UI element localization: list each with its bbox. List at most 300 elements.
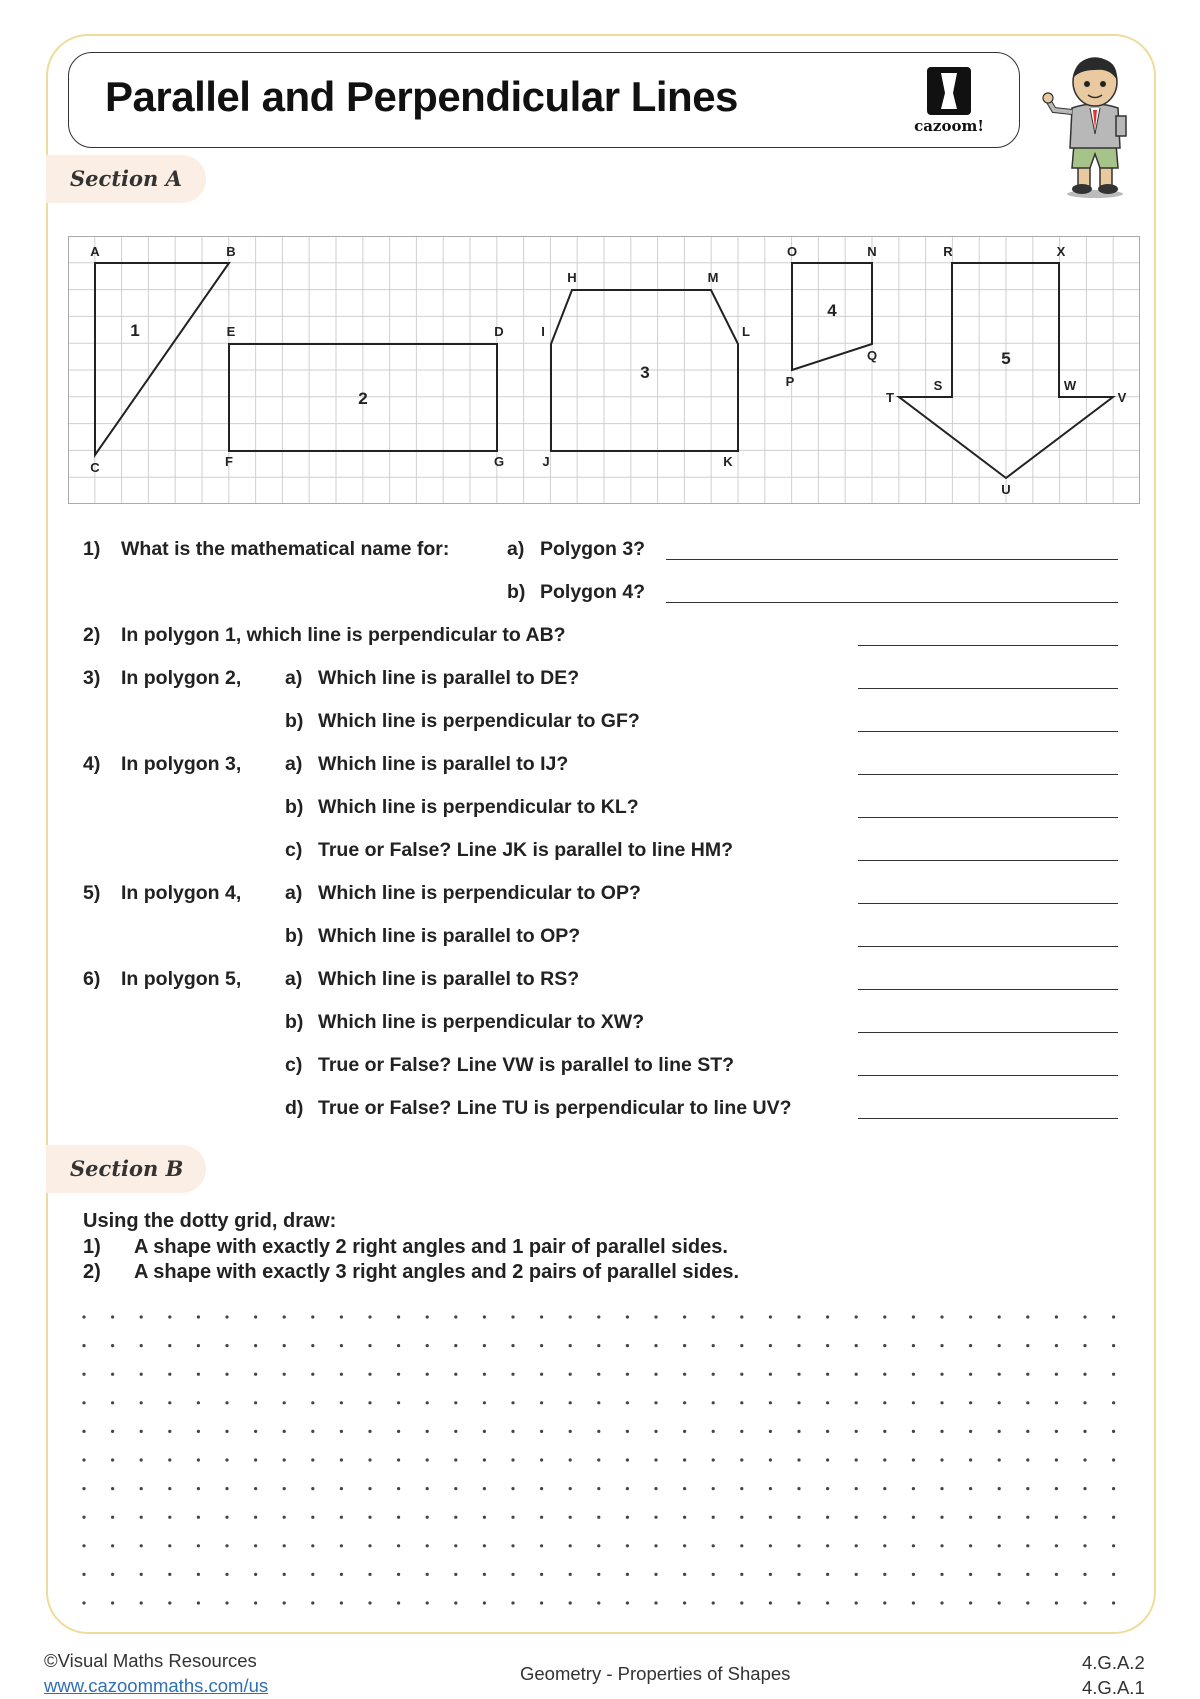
grid-dot [454, 1487, 457, 1490]
grid-dot [626, 1373, 629, 1376]
grid-dot [197, 1573, 200, 1576]
grid-dot [769, 1430, 772, 1433]
grid-dot [912, 1458, 915, 1461]
grid-dot [1055, 1315, 1058, 1318]
grid-dot [511, 1487, 514, 1490]
grid-dot [368, 1401, 371, 1404]
grid-dot [769, 1344, 772, 1347]
question-number: 5) [83, 882, 101, 904]
grid-dot [998, 1544, 1001, 1547]
grid-dot [626, 1401, 629, 1404]
grid-dot [483, 1573, 486, 1576]
grid-dot [540, 1458, 543, 1461]
polygon-number: 3 [640, 363, 650, 382]
grid-dot [483, 1401, 486, 1404]
grid-dot [225, 1315, 228, 1318]
vertex-label: U [1001, 482, 1011, 497]
grid-dot [597, 1373, 600, 1376]
grid-dot [769, 1315, 772, 1318]
grid-dot [225, 1601, 228, 1604]
grid-dot [340, 1544, 343, 1547]
grid-dot [168, 1544, 171, 1547]
grid-dot [140, 1401, 143, 1404]
answer-line[interactable] [858, 1118, 1118, 1119]
grid-dot [1112, 1544, 1115, 1547]
grid-dot [197, 1516, 200, 1519]
polygon-number: 2 [358, 389, 368, 408]
grid-dot [483, 1516, 486, 1519]
grid-dot [540, 1544, 543, 1547]
question-text: In polygon 3, [121, 753, 242, 775]
grid-dot [311, 1401, 314, 1404]
answer-line[interactable] [858, 903, 1118, 904]
grid-dot [654, 1401, 657, 1404]
part-text: Which line is perpendicular to XW? [318, 1011, 645, 1033]
grid-dot [797, 1344, 800, 1347]
grid-dot [1055, 1544, 1058, 1547]
grid-dot [1026, 1573, 1029, 1576]
footer-standard: 4.G.A.2 [1082, 1652, 1145, 1673]
grid-dot [397, 1516, 400, 1519]
dotty-grid[interactable] [70, 1305, 1130, 1615]
grid-dot [397, 1573, 400, 1576]
polygon-grid [68, 236, 1140, 504]
grid-dot [940, 1401, 943, 1404]
grid-dot [683, 1487, 686, 1490]
grid-dot [368, 1601, 371, 1604]
grid-dot [1026, 1373, 1029, 1376]
grid-dot [540, 1487, 543, 1490]
grid-dot [712, 1544, 715, 1547]
grid-dot [569, 1344, 572, 1347]
grid-dot [883, 1401, 886, 1404]
grid-dot [225, 1487, 228, 1490]
grid-dot [82, 1487, 85, 1490]
grid-dot [654, 1601, 657, 1604]
vertex-label: A [90, 244, 100, 259]
grid-dot [998, 1315, 1001, 1318]
vertex-label: E [226, 324, 236, 339]
grid-dot [940, 1430, 943, 1433]
page-title: Parallel and Perpendicular Lines [105, 73, 738, 120]
grid-dot [225, 1430, 228, 1433]
grid-dot [1026, 1601, 1029, 1604]
grid-dot [654, 1458, 657, 1461]
grid-dot [1112, 1430, 1115, 1433]
grid-dot [397, 1601, 400, 1604]
part-letter: a) [285, 882, 303, 904]
grid-dot [540, 1401, 543, 1404]
grid-dot [569, 1458, 572, 1461]
grid-dot [140, 1601, 143, 1604]
grid-dot [1083, 1373, 1086, 1376]
grid-dot [111, 1458, 114, 1461]
grid-dot [969, 1601, 972, 1604]
grid-dot [797, 1430, 800, 1433]
grid-dot [483, 1430, 486, 1433]
grid-dot [454, 1516, 457, 1519]
grid-dot [140, 1315, 143, 1318]
grid-dot [1026, 1516, 1029, 1519]
grid-dot [168, 1601, 171, 1604]
grid-dot [883, 1487, 886, 1490]
task-text: A shape with exactly 2 right angles and 1 pair of parallel sides. [134, 1236, 728, 1258]
grid-dot [454, 1430, 457, 1433]
grid-dot [1026, 1458, 1029, 1461]
vertex-label: V [1117, 390, 1127, 405]
grid-dot [454, 1458, 457, 1461]
grid-dot [311, 1601, 314, 1604]
grid-dot [140, 1487, 143, 1490]
part-letter: c) [285, 1054, 303, 1076]
grid-dot [626, 1430, 629, 1433]
grid-dot [626, 1544, 629, 1547]
grid-dot [168, 1344, 171, 1347]
grid-dot [883, 1344, 886, 1347]
grid-dot [597, 1544, 600, 1547]
grid-dot [426, 1601, 429, 1604]
grid-dot [683, 1516, 686, 1519]
grid-dot [1083, 1601, 1086, 1604]
grid-dot [340, 1344, 343, 1347]
grid-dot [883, 1544, 886, 1547]
grid-dot [597, 1401, 600, 1404]
grid-dot [1055, 1373, 1058, 1376]
grid-dot [826, 1516, 829, 1519]
grid-dot [511, 1516, 514, 1519]
grid-dot [454, 1544, 457, 1547]
grid-dot [769, 1601, 772, 1604]
grid-dot [912, 1601, 915, 1604]
grid-dot [1112, 1573, 1115, 1576]
grid-dot [426, 1458, 429, 1461]
grid-dot [940, 1315, 943, 1318]
grid-dot [683, 1315, 686, 1318]
grid-dot [597, 1487, 600, 1490]
grid-dot [712, 1601, 715, 1604]
grid-dot [1083, 1344, 1086, 1347]
grid-dot [940, 1601, 943, 1604]
part-text: Which line is perpendicular to OP? [318, 882, 641, 904]
part-letter: c) [285, 839, 303, 861]
grid-dot [855, 1487, 858, 1490]
grid-dot [540, 1373, 543, 1376]
grid-dot [712, 1401, 715, 1404]
grid-dot [197, 1601, 200, 1604]
grid-dot [426, 1315, 429, 1318]
grid-dot [740, 1573, 743, 1576]
grid-dot [769, 1458, 772, 1461]
grid-dot [225, 1373, 228, 1376]
grid-dot [140, 1430, 143, 1433]
grid-dot [797, 1315, 800, 1318]
task-number: 2) [83, 1261, 101, 1283]
grid-dot [225, 1516, 228, 1519]
grid-dot [511, 1544, 514, 1547]
question-number: 3) [83, 667, 101, 689]
polygon-number: 4 [827, 301, 837, 320]
vertex-label: H [567, 270, 577, 285]
grid-dot [654, 1516, 657, 1519]
grid-dot [597, 1430, 600, 1433]
grid-dot [797, 1487, 800, 1490]
vertex-label: B [226, 244, 236, 259]
vertex-label: C [90, 460, 100, 475]
vertex-label: I [541, 324, 545, 339]
grid-dot [826, 1344, 829, 1347]
grid-dot [454, 1573, 457, 1576]
answer-line[interactable] [858, 688, 1118, 689]
grid-dot [82, 1315, 85, 1318]
grid-dot [969, 1430, 972, 1433]
grid-dot [740, 1315, 743, 1318]
grid-dot [855, 1573, 858, 1576]
grid-dot [511, 1430, 514, 1433]
grid-dot [626, 1516, 629, 1519]
grid-dot [940, 1544, 943, 1547]
answer-line[interactable] [858, 645, 1118, 646]
grid-dot [82, 1601, 85, 1604]
grid-dot [225, 1573, 228, 1576]
grid-dot [311, 1373, 314, 1376]
grid-dot [654, 1315, 657, 1318]
grid-dot [368, 1544, 371, 1547]
answer-line[interactable] [858, 774, 1118, 775]
grid-dot [569, 1430, 572, 1433]
answer-line[interactable] [858, 731, 1118, 732]
part-text: Which line is parallel to IJ? [318, 753, 569, 775]
grid-dot [311, 1516, 314, 1519]
section-a-tab [46, 155, 206, 203]
grid-dot [111, 1487, 114, 1490]
grid-dot [426, 1544, 429, 1547]
grid-dot [511, 1573, 514, 1576]
grid-dot [1083, 1573, 1086, 1576]
grid-dot [82, 1573, 85, 1576]
answer-line[interactable] [858, 1032, 1118, 1033]
grid-dot [426, 1430, 429, 1433]
grid-dot [368, 1573, 371, 1576]
grid-dot [797, 1401, 800, 1404]
grid-dot [940, 1487, 943, 1490]
grid-dot [712, 1344, 715, 1347]
grid-dot [1083, 1516, 1086, 1519]
vertex-label: D [494, 324, 504, 339]
grid-dot [197, 1315, 200, 1318]
grid-dot [254, 1544, 257, 1547]
grid-dot [511, 1373, 514, 1376]
grid-dot [283, 1344, 286, 1347]
grid-dot [826, 1373, 829, 1376]
grid-dot [740, 1430, 743, 1433]
grid-dot [168, 1487, 171, 1490]
answer-line[interactable] [666, 602, 1118, 603]
vertex-label: K [723, 454, 733, 469]
grid-dot [111, 1401, 114, 1404]
grid-dot [340, 1458, 343, 1461]
grid-dot [397, 1344, 400, 1347]
grid-dot [912, 1516, 915, 1519]
grid-dot [283, 1573, 286, 1576]
part-text: Which line is parallel to RS? [318, 968, 580, 990]
question-text: In polygon 4, [121, 882, 242, 904]
grid-dot [254, 1373, 257, 1376]
grid-dot [1055, 1487, 1058, 1490]
grid-dot [483, 1544, 486, 1547]
grid-dot [340, 1373, 343, 1376]
grid-dot [855, 1601, 858, 1604]
grid-dot [569, 1544, 572, 1547]
grid-dot [740, 1544, 743, 1547]
grid-dot [1055, 1458, 1058, 1461]
grid-dot [940, 1458, 943, 1461]
grid-dot [740, 1487, 743, 1490]
question-number: 2) [83, 624, 101, 646]
grid-dot [597, 1458, 600, 1461]
grid-dot [254, 1315, 257, 1318]
part-text: Polygon 3? [540, 538, 646, 560]
answer-line[interactable] [858, 817, 1118, 818]
part-text: True or False? Line JK is parallel to line HM? [318, 839, 734, 861]
grid-dot [683, 1544, 686, 1547]
grid-dot [197, 1487, 200, 1490]
grid-dot [998, 1430, 1001, 1433]
grid-dot [283, 1544, 286, 1547]
answer-line[interactable] [858, 946, 1118, 947]
grid-dot [254, 1487, 257, 1490]
grid-dot [826, 1487, 829, 1490]
grid-dot [883, 1430, 886, 1433]
grid-dot [797, 1516, 800, 1519]
grid-dot [540, 1601, 543, 1604]
grid-dot [969, 1487, 972, 1490]
grid-dot [683, 1373, 686, 1376]
grid-dot [740, 1458, 743, 1461]
grid-dot [197, 1344, 200, 1347]
grid-dot [426, 1487, 429, 1490]
grid-dot [483, 1458, 486, 1461]
footer-topic: Geometry - Properties of Shapes [520, 1663, 791, 1684]
answer-line[interactable] [858, 860, 1118, 861]
grid-dot [855, 1430, 858, 1433]
grid-dot [368, 1487, 371, 1490]
grid-dot [140, 1544, 143, 1547]
grid-dot [998, 1344, 1001, 1347]
grid-dot [826, 1573, 829, 1576]
grid-dot [454, 1373, 457, 1376]
grid-dot [912, 1401, 915, 1404]
footer-url-link[interactable]: www.cazoommaths.com/us [44, 1675, 269, 1696]
polygon-number: 5 [1001, 349, 1011, 368]
grid-dot [712, 1373, 715, 1376]
grid-dot [826, 1315, 829, 1318]
grid-dot [855, 1315, 858, 1318]
grid-dot [855, 1458, 858, 1461]
grid-dot [82, 1344, 85, 1347]
polygon-1 [95, 263, 229, 455]
part-text: True or False? Line VW is parallel to line ST? [318, 1054, 735, 1076]
section-b-label: Section B [70, 1156, 184, 1181]
grid-dot [597, 1344, 600, 1347]
logo-mark-icon [927, 67, 971, 115]
answer-line[interactable] [858, 1075, 1118, 1076]
question-text: What is the mathematical name for: [121, 538, 450, 560]
grid-dot [111, 1601, 114, 1604]
grid-dot [111, 1373, 114, 1376]
grid-dot [283, 1487, 286, 1490]
grid-dot [540, 1344, 543, 1347]
question-number: 6) [83, 968, 101, 990]
vertex-label: G [493, 454, 505, 469]
grid-dot [82, 1516, 85, 1519]
vertex-label: P [785, 374, 795, 389]
grid-dot [340, 1516, 343, 1519]
grid-dot [140, 1458, 143, 1461]
part-text: Which line is perpendicular to KL? [318, 796, 639, 818]
grid-dot [912, 1373, 915, 1376]
grid-dot [740, 1373, 743, 1376]
grid-dot [140, 1344, 143, 1347]
grid-dot [1026, 1430, 1029, 1433]
polygon-number: 1 [130, 321, 140, 340]
grid-dot [826, 1401, 829, 1404]
grid-dot [82, 1401, 85, 1404]
part-letter: b) [285, 796, 304, 818]
grid-dot [740, 1344, 743, 1347]
grid-dot [855, 1401, 858, 1404]
vertex-label: X [1056, 244, 1066, 259]
grid-dot [311, 1544, 314, 1547]
grid-dot [368, 1458, 371, 1461]
grid-dot [826, 1544, 829, 1547]
grid-dot [82, 1373, 85, 1376]
part-letter: b) [285, 1011, 304, 1033]
answer-line[interactable] [858, 989, 1118, 990]
grid-dot [82, 1544, 85, 1547]
grid-dot [998, 1516, 1001, 1519]
vertex-label: M [707, 270, 719, 285]
grid-dot [855, 1516, 858, 1519]
grid-dot [597, 1573, 600, 1576]
grid-dot [712, 1458, 715, 1461]
grid-dot [283, 1401, 286, 1404]
question-number: 1) [83, 538, 101, 560]
title-box [68, 52, 1020, 148]
grid-dot [1112, 1601, 1115, 1604]
grid-dot [826, 1458, 829, 1461]
grid-dot [340, 1315, 343, 1318]
grid-dot [912, 1573, 915, 1576]
grid-dot [797, 1544, 800, 1547]
grid-dot [311, 1315, 314, 1318]
grid-dot [1055, 1601, 1058, 1604]
grid-dot [855, 1344, 858, 1347]
answer-line[interactable] [666, 559, 1118, 560]
grid-dot [683, 1601, 686, 1604]
grid-dot [1083, 1430, 1086, 1433]
grid-dot [1112, 1516, 1115, 1519]
grid-dot [940, 1373, 943, 1376]
grid-dot [197, 1430, 200, 1433]
grid-dot [626, 1315, 629, 1318]
grid-dot [368, 1516, 371, 1519]
grid-dot [111, 1516, 114, 1519]
grid-dot [769, 1573, 772, 1576]
grid-dot [940, 1516, 943, 1519]
grid-dot [569, 1573, 572, 1576]
grid-dot [797, 1373, 800, 1376]
grid-dot [340, 1487, 343, 1490]
